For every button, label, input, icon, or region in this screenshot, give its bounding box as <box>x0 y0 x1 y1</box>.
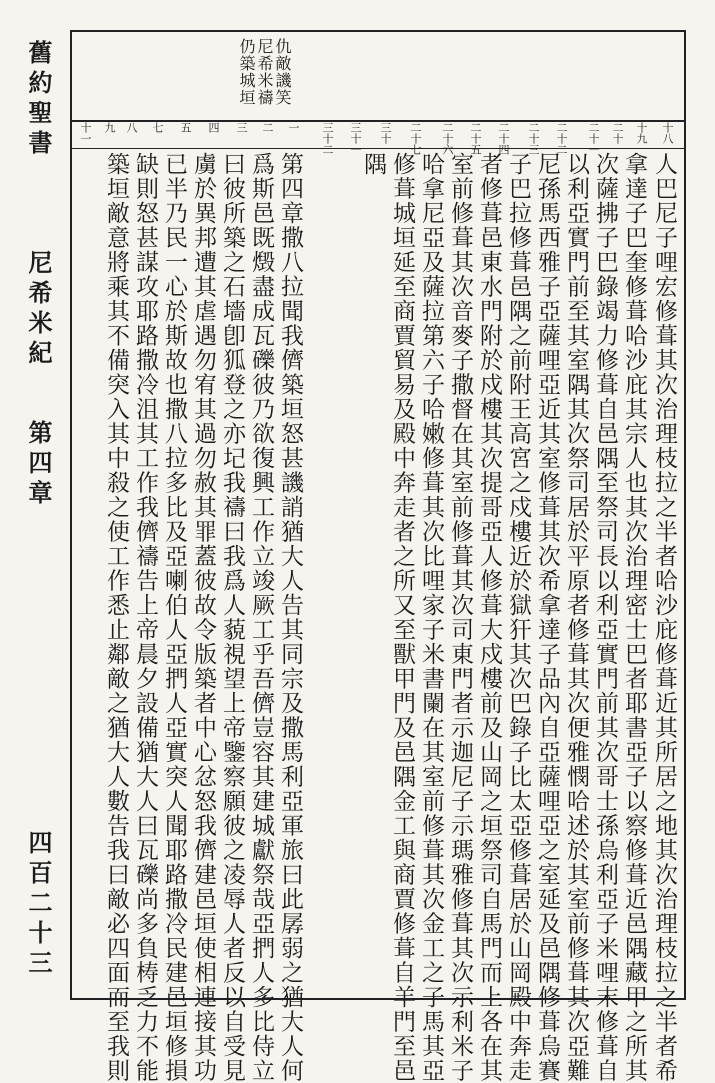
text-column: 尼孫馬西雅子亞薩哩亞近其室修葺其次希拿達子品內自亞薩哩亞之室延及邑隅修葺烏賽 <box>534 152 560 1083</box>
verse-number: 十八 <box>661 122 674 144</box>
text-column chapter-start: 第四章撒八拉聞我儕築垣怒甚譏誚猶大人告其同宗及撒馬利亞軍旅曰此孱弱之猶大人何 <box>277 152 303 1083</box>
verse-number: 五 <box>179 122 192 133</box>
verse-number: 九 <box>103 122 116 133</box>
verse-number: 二十四 <box>497 122 510 155</box>
verse-number: 二十一 <box>587 122 600 155</box>
verse-number: 一 <box>287 122 300 133</box>
text-column: 虜於異邦遭其虐遇勿宥其過勿赦其罪蓋彼故令版築者中心忿怒我儕建邑垣使相連接其功 <box>190 152 216 1083</box>
verse-number: 二十六 <box>441 122 454 155</box>
verse-number: 三十 <box>379 122 392 144</box>
book-title: 舊約聖書 <box>24 40 53 160</box>
text-column: 曰彼所築之石墻卽狐登之亦圮我禱曰我爲人藐視望上帝鑒察願彼之凌辱人者反以自受見 <box>219 152 245 1083</box>
text-column: 拿達子巴奎修葺哈沙庇其宗人也其次治理密士巴者耶書亞子以察修葺近邑隅藏甲之所其 <box>621 152 647 1083</box>
verse-number: 二十二 <box>555 122 568 155</box>
verse-number: 七 <box>151 122 164 133</box>
verse-number: 二 <box>261 122 274 133</box>
verse-number: 三十二 <box>321 122 334 155</box>
text-column: 爲斯邑既燬盡成瓦礫彼乃欲復興工作立竣厥工乎吾儕豈容其建城獻祭哉亞捫人多比侍立 <box>248 152 274 1083</box>
book-name: 尼希米紀 <box>24 250 53 370</box>
text-column: 隅 <box>360 152 386 177</box>
running-head <box>18 40 62 1000</box>
text-column: 哈拿尼亞及薩拉第六子哈嫩修葺其次比哩家子米書闌在其室前修葺其次金工之子馬其亞 <box>418 152 444 1083</box>
verse-number: 四 <box>207 122 220 133</box>
verse-number: 三 <box>235 122 248 133</box>
chapter-label: 第四章 <box>24 420 53 510</box>
text-column: 修葺城垣延至商賈貿易及殿中奔走者之所又至獸甲門及邑隅金工與商賈修葺自羊門至邑 <box>389 152 415 1083</box>
verse-number: 二十 <box>611 122 624 144</box>
text-column: 者修葺邑東水門附於戍樓其次提哥亞人修葺大戍樓前及山岡之垣祭司自馬門而上各在其 <box>476 152 502 1083</box>
text-column: 子巴拉修葺邑隅之前附王高宮之戍樓近於獄犴其次巴錄子比太亞修葺居於山岡殿中奔走 <box>505 152 531 1083</box>
text-column: 室前修葺其次音麥子撒督在其室前修葺其次司東門者示迦尼子示瑪雅修葺其次示利米子 <box>447 152 473 1083</box>
verse-number: 十九 <box>635 122 648 144</box>
text-column: 缺則怒甚謀攻耶路撒冷沮其工作我儕禱告上帝晨夕設備猶大人曰瓦礫尚多負梼乏力不能 <box>132 152 158 1083</box>
page-number: 四百二十三 <box>24 830 53 980</box>
verse-number: 三十一 <box>349 122 362 155</box>
side-note: 仍築城垣 <box>237 38 256 106</box>
text-column: 已半乃民一心於斯故也撒八拉多比及亞喇伯人亞捫人亞實突人聞耶路撒冷民建邑垣修損 <box>161 152 187 1083</box>
verse-number: 二十五 <box>469 122 482 155</box>
side-note: 仇敵譏笑 <box>273 38 292 106</box>
text-column: 以利亞實門前至其室隅其次祭司居於平原者修葺其次便雅憫哈述於其室前修葺其次亞難 <box>563 152 589 1083</box>
verse-number: 二十三 <box>527 122 540 155</box>
header-band <box>72 32 684 122</box>
side-note: 尼希米禱 <box>255 38 274 106</box>
text-column: 次薩拂子巴錄竭力修葺自邑隅至祭司長以利亞實門前其次哥士孫烏利亞子米哩末修葺自 <box>592 152 618 1083</box>
text-column: 人巴尼子哩宏修葺其次治理枝拉之半者哈沙庇修葺近其所居之地其次治理枝拉之半者希 <box>651 152 677 1083</box>
verse-number: 十一 <box>79 122 92 144</box>
verse-number: 八 <box>125 122 138 133</box>
text-column: 築垣敵意將乘其不備突入其中殺之使工作悉止鄰敵之猶大人數告我曰敵必四面而至我則 <box>103 152 129 1083</box>
verse-number: 二十七 <box>409 122 422 155</box>
